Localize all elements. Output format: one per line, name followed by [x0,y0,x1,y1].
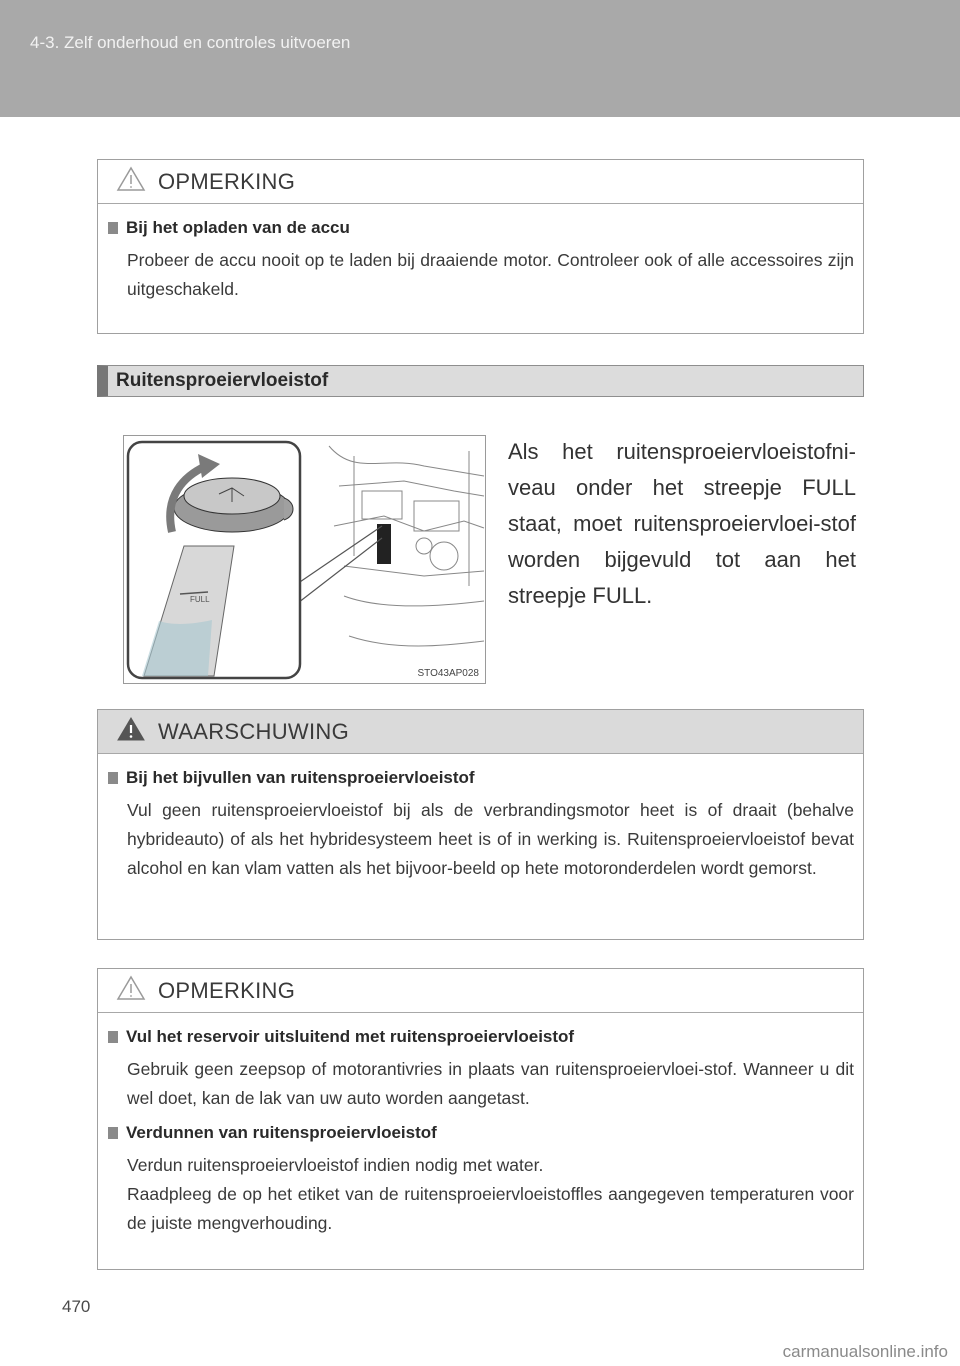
full-mark-label: FULL [190,595,210,604]
bullet-square-icon [108,222,118,234]
notice-label: OPMERKING [158,168,296,194]
notice-text-fill: Gebruik geen zeepsop of motorantivries in plaats van ruitensproeiervloei-stof. Wanneer u dit wel doet, kan de lak van uw auto worden aangetast. [127,1059,854,1108]
bullet-square-icon [108,1127,118,1139]
bullet-square-icon [108,1031,118,1043]
page-number: 470 [62,1297,91,1316]
notice-box-charging [97,159,864,334]
notice-text: Probeer de accu nooit op te laden bij draaiende motor. Controleer ook of alle accessoires zijn uitgeschakeld. [127,250,854,299]
notice-box-fluid [97,968,864,1270]
notice-text-dilute [127,1151,854,1238]
dilute-line-1: Verdun ruitensproeiervloeistof indien nodig met water. [127,1155,544,1175]
footer-watermark: carmanualsonline.info [782,1342,948,1361]
notice-label: OPMERKING [158,977,296,1003]
section-text: Als het ruitensproeiervloeistofni-veau onder het streepje FULL staat, moet ruitensproeiervloei-stof worden bijgevuld tot aan het streepje FULL. [508,439,856,608]
warning-label: WAARSCHUWING [158,718,349,744]
notice-header [98,969,863,1013]
caution-outline-icon [116,166,146,197]
warning-box [97,709,864,940]
section-heading: Ruitensproeiervloeistof [97,365,864,397]
caution-outline-icon [116,975,146,1006]
warning-triangle-icon [116,716,146,747]
section-breadcrumb: 4-3. Zelf onderhoud en controles uitvoeren [30,33,351,52]
header-band [0,0,960,117]
warning-heading: Bij het bijvullen van ruitensproeiervloeistof [108,768,854,788]
washer-reservoir-drawing [124,436,486,684]
warning-header [98,710,863,754]
dilute-line-2: Raadpleeg de op het etiket van de ruitensproeiervloeistoffles aangegeven temperaturen voor de juiste mengverhouding. [127,1184,854,1233]
bullet-square-icon [108,772,118,784]
figure-caption: STO43AP028 [417,668,479,679]
washer-fluid-illustration [123,435,486,684]
warning-text: Vul geen ruitensproeiervloeistof bij als de verbrandingsmotor heet is of draait (behalve hybrideauto) of als het hybridesysteem heet is of in werking is. Ruitensproeiervloeistof bevat alcohol en kan vlam vatten als het bijvoor-beeld op hete motoronderdelen wordt gemorst. [127,800,854,878]
notice-heading: Bij het opladen van de accu [108,218,854,238]
notice-heading-fill: Vul het reservoir uitsluitend met ruitensproeiervloeistof [108,1027,854,1047]
notice-heading-dilute: Verdunnen van ruitensproeiervloeistof [108,1123,854,1143]
notice-header [98,160,863,204]
